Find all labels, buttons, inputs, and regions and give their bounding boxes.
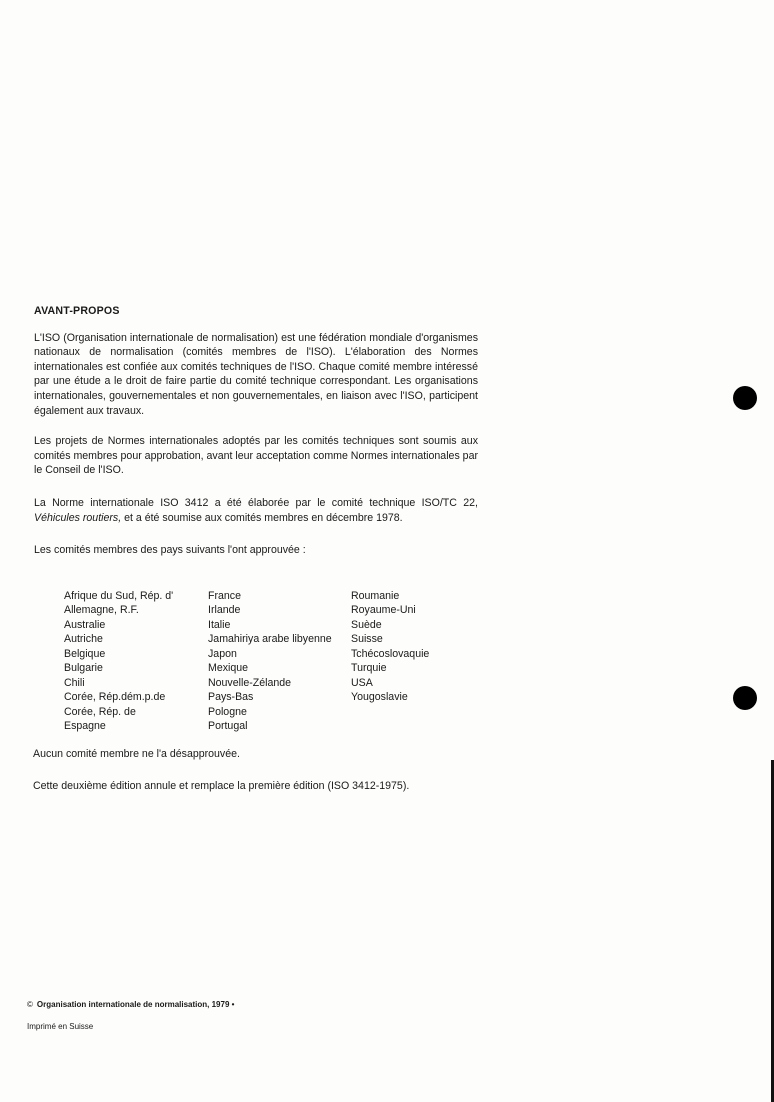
paragraph-iso-intro: L'ISO (Organisation internationale de normalisation) est une fédération mondiale d'organismes nationaux de normalisation (comités membres de l'ISO). L'élaboration des Normes internationales est confiée aux comités techniques de l'ISO. Chaque comité membre intéressé par une étude a le droit de faire partie du comité technique correspondant. Les organisations internationales, gouvernementales et non gouvernementales, en liaison avec l'ISO, participent également aux travaux.	[34, 331, 478, 417]
country-item: Japon	[208, 647, 237, 660]
country-item: Turquie	[351, 662, 387, 675]
country-item: Corée, Rép.dém.p.de	[64, 691, 166, 704]
country-item: Chili	[64, 676, 85, 689]
paragraph-draft-approval: Les projets de Normes internationales adoptés par les comités techniques sont soumis aux comités membres pour approbation, avant leur acceptation comme Normes internationales par le Conseil de l'ISO.	[34, 435, 478, 477]
country-item: Allemagne, R.F.	[64, 604, 139, 617]
country-item: USA	[351, 676, 373, 689]
country-item: Afrique du Sud, Rép. d'	[64, 590, 174, 602]
punch-hole-lower	[733, 686, 757, 710]
country-item: Pays-Bas	[208, 691, 254, 704]
foreword-section	[34, 304, 478, 572]
section-heading: AVANT-PROPOS	[34, 305, 120, 317]
country-item: Corée, Rép. de	[64, 705, 136, 718]
copyright-line	[27, 1000, 234, 1010]
standard-origin-text-b: et a été soumise aux comités membres en décembre 1978.	[124, 511, 403, 524]
country-item: Irlande	[208, 604, 241, 617]
country-item: Espagne	[64, 719, 106, 732]
paragraph-approvals-intro: Les comités membres des pays suivants l'ont approuvée :	[34, 544, 306, 557]
country-item: Tchécoslovaquie	[351, 647, 430, 660]
country-column-3	[351, 589, 429, 705]
copyright-symbol: ©	[27, 1000, 33, 1009]
country-item: Autriche	[64, 633, 103, 646]
country-item: Jamahiriya arabe libyenne	[208, 633, 332, 646]
country-column-1	[64, 589, 173, 733]
country-item: Mexique	[208, 662, 249, 675]
country-item: Italie	[208, 618, 231, 631]
country-item: Australie	[64, 618, 106, 631]
edition-note: Cette deuxième édition annule et remplace la première édition (ISO 3412-1975).	[33, 780, 410, 792]
printed-in: Imprimé en Suisse	[27, 1022, 94, 1031]
standard-origin-text-a: La Norme internationale ISO 3412 a été élaborée par le comité technique ISO/TC 22,	[34, 496, 478, 509]
country-item: Roumanie	[351, 590, 400, 602]
country-item: Bulgarie	[64, 662, 103, 675]
country-item: Belgique	[64, 647, 106, 660]
paragraph-standard-origin	[34, 496, 478, 525]
country-column-2	[208, 589, 332, 733]
punch-hole-upper	[733, 386, 757, 410]
committee-title: Véhicules routiers,	[34, 511, 122, 524]
country-item: Suède	[351, 618, 382, 631]
country-item: France	[208, 590, 241, 602]
country-item: Royaume-Uni	[351, 604, 416, 617]
country-item: Pologne	[208, 705, 247, 718]
disapproval-note: Aucun comité membre ne l'a désapprouvée.	[33, 748, 240, 760]
country-item: Yougoslavie	[351, 691, 408, 704]
copyright-text: Organisation internationale de normalisation, 1979 •	[36, 1000, 235, 1009]
country-item: Nouvelle-Zélande	[208, 676, 292, 689]
country-item: Suisse	[351, 633, 383, 646]
country-item: Portugal	[208, 719, 248, 732]
